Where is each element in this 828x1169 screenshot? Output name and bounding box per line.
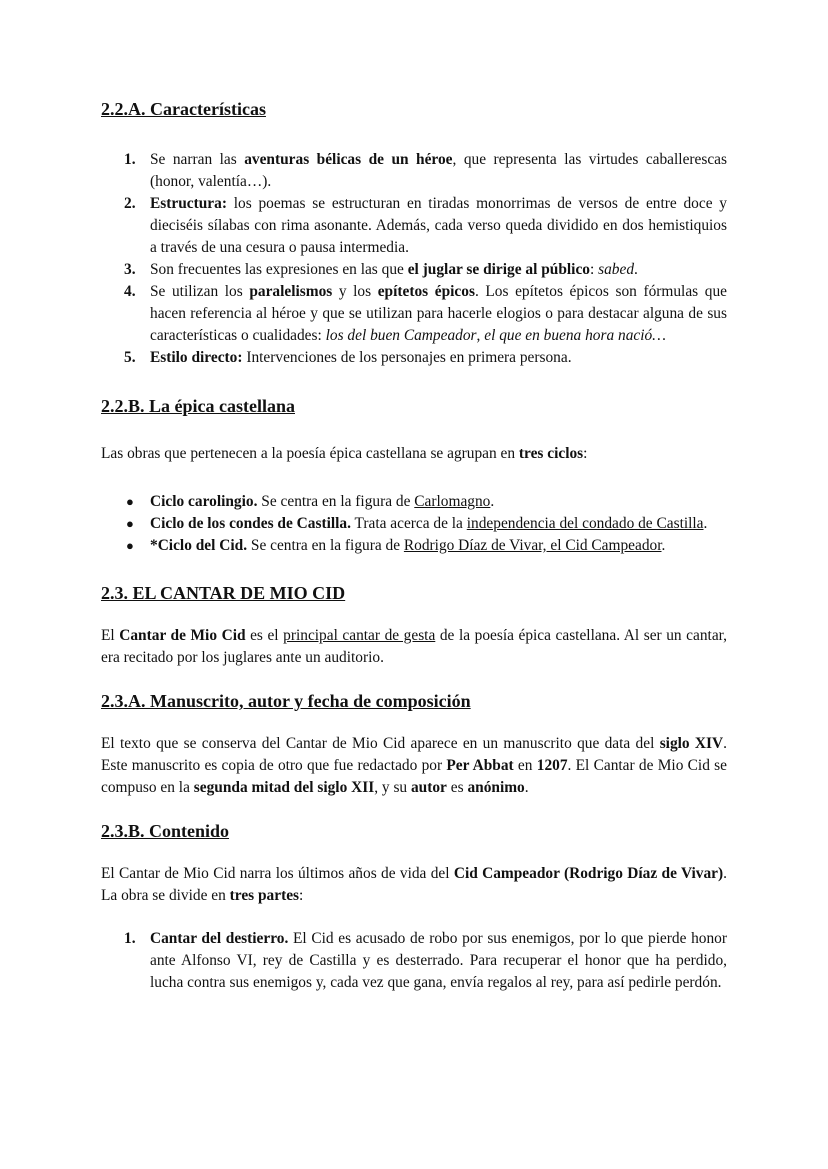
text-run: : (590, 261, 599, 278)
paragraph (101, 863, 727, 907)
parts-list (101, 928, 727, 994)
text-run: , que representa las virtudes caballerescas (honor, valentía…). (150, 151, 727, 190)
characteristics-list (101, 149, 727, 369)
text-run: . El Cantar de Mio Cid se compuso en la (101, 757, 728, 796)
italic-run: sabed (598, 261, 635, 278)
text-run: : (299, 887, 304, 904)
bold-run: Ciclo carolingio. (150, 493, 258, 510)
text-run: Se centra en la figura de (257, 493, 415, 510)
paragraph (101, 733, 727, 799)
section-heading-manuscrito: 2.3.A. Manuscrito, autor y fecha de composición (101, 691, 471, 711)
bullet-icon: ● (126, 538, 134, 553)
bold-run: Cid Campeador (Rodrigo Díaz de Vivar) (453, 865, 724, 882)
text-run: Trata acerca de la (350, 515, 467, 532)
list-number: 1. (124, 151, 136, 168)
bold-run: epítetos épicos (377, 283, 475, 300)
bold-run: autor (410, 779, 447, 796)
bullet-icon: ● (126, 516, 134, 531)
bold-run: tres partes (229, 887, 300, 904)
text-run: , (476, 327, 485, 344)
underlined-run: Carlomagno (414, 493, 491, 510)
underlined-run: principal cantar de gesta (283, 627, 436, 644)
text-run: . (524, 779, 529, 796)
bold-run: Cantar del destierro. (150, 930, 289, 947)
list-number: 5. (124, 349, 136, 366)
section-heading-epica-castellana: 2.2.B. La épica castellana (101, 396, 295, 416)
bold-run: Ciclo de los condes de Castilla. (150, 515, 351, 532)
text-run: de la poesía épica castellana. Al ser un cantar, era recitado por los juglares ante un auditorio. (101, 627, 728, 666)
bold-run: Estilo directo: (150, 349, 243, 366)
text-run: . (703, 515, 708, 532)
list-item (101, 281, 727, 347)
list-number: 3. (124, 261, 136, 278)
text-run: El texto que se conserva del Cantar de Mio Cid aparece en un manuscrito que data del (101, 735, 660, 752)
bold-run: anónimo (467, 779, 525, 796)
bold-run: 1207 (536, 757, 568, 774)
text-run: . La obra se divide en (101, 865, 727, 904)
text-run: es el (245, 627, 284, 644)
text-run: es (446, 779, 468, 796)
bold-run: *Ciclo del Cid. (150, 537, 248, 554)
list-item (101, 347, 727, 369)
paragraph (101, 625, 727, 669)
list-number: 4. (124, 283, 136, 300)
text-run: . (490, 493, 495, 510)
text-run: Se centra en la figura de (247, 537, 404, 554)
text-run: Se utilizan los (150, 283, 250, 300)
section-heading-cantar-mio-cid: 2.3. EL CANTAR DE MIO CID (101, 583, 346, 603)
bold-run: Cantar de Mio Cid (119, 627, 246, 644)
text-run: Las obras que pertenecen a la poesía épica castellana se agrupan en (101, 445, 519, 462)
text-run: Se narran las (150, 151, 245, 168)
text-run: . (661, 537, 666, 554)
bold-run: paralelismos (249, 283, 333, 300)
list-item (101, 535, 727, 557)
underlined-run: independencia del condado de Castilla (466, 515, 704, 532)
text-run: Son frecuentes las expresiones en las que (150, 261, 408, 278)
italic-run: los del buen Campeador (325, 327, 477, 344)
cycles-list (101, 491, 727, 557)
text-run: . Los epítetos épicos son fórmulas que hacen referencia al héroe y que se utilizan para hacerle elogios o para destacar alguna de sus características o cualidades: (150, 283, 727, 344)
text-run: en (513, 757, 537, 774)
list-item (101, 513, 727, 535)
text-run: , y su (374, 779, 411, 796)
list-number: 2. (124, 195, 136, 212)
bold-run: aventuras bélicas de un héroe (244, 151, 453, 168)
list-item (101, 928, 727, 994)
section-heading-contenido: 2.3.B. Contenido (101, 821, 230, 841)
bullet-icon: ● (126, 494, 134, 509)
list-item (101, 491, 727, 513)
paragraph (101, 443, 727, 465)
list-item (101, 149, 727, 193)
text-run: los poemas se estructuran en tiradas monorrimas de versos de entre doce y dieciséis sílabas con rima asonante. Además, cada verso queda dividido en dos hemistiquios a través de una cesura o pausa intermedia. (150, 195, 727, 256)
text-run: El (101, 627, 120, 644)
bold-run: Per Abbat (446, 757, 514, 774)
italic-run: el que en buena hora nació… (484, 327, 666, 344)
bold-run: tres ciclos (518, 445, 584, 462)
text-run: El Cid es acusado de robo por sus enemigos, por lo que pierde honor ante Alfonso VI, rey de Castilla y es desterrado. Para recuperar el honor que ha perdido, lucha contra sus enemigos y, cada vez que gana, envía regalos al rey, para así pedirle perdón. (150, 930, 727, 991)
bold-run: siglo XIV (659, 735, 724, 752)
text-run: . Este manuscrito es copia de otro que fue redactado por (101, 735, 728, 774)
text-run: y los (332, 283, 378, 300)
document-body (101, 98, 727, 994)
section-heading-caracteristicas: 2.2.A. Características (101, 99, 266, 119)
text-run: . (634, 261, 638, 278)
list-item (101, 193, 727, 259)
text-run: Intervenciones de los personajes en primera persona. (242, 349, 572, 366)
bold-run: Estructura: (150, 195, 227, 212)
list-number: 1. (124, 930, 136, 947)
text-run: : (583, 445, 588, 462)
bold-run: el juglar se dirige al público (407, 261, 590, 278)
underlined-run: Rodrigo Díaz de Vivar, el Cid Campeador (403, 537, 662, 554)
text-run: El Cantar de Mio Cid narra los últimos años de vida del (101, 865, 454, 882)
bold-run: segunda mitad del siglo XII (193, 779, 375, 796)
list-item (101, 259, 727, 281)
